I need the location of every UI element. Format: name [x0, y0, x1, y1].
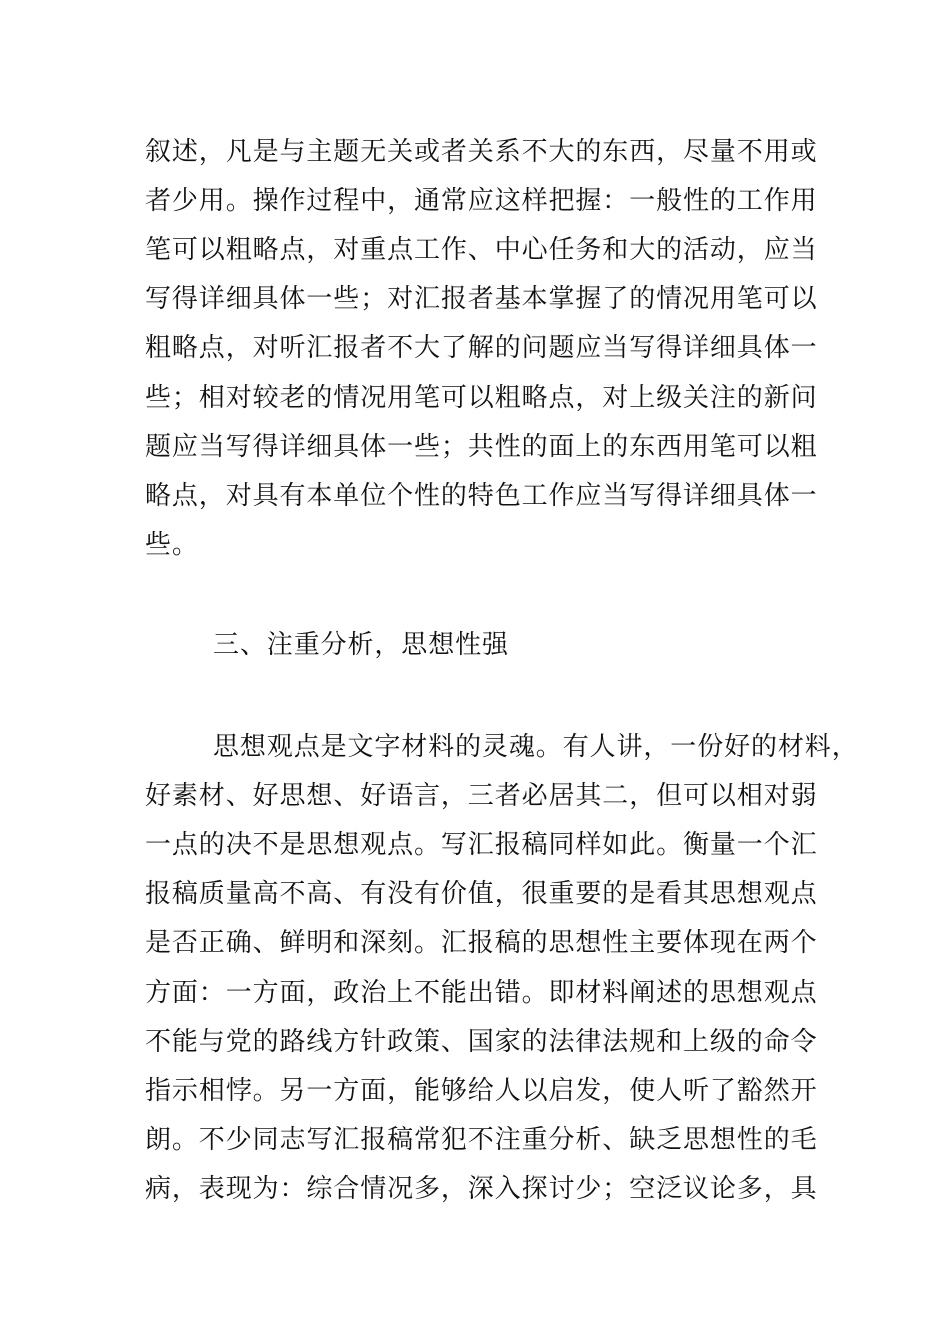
paragraph-line: 者少用。操作过程中，通常应这样把握：一般性的工作用	[145, 186, 818, 216]
paragraph-line: 指示相悖。另一方面，能够给人以启发，使人听了豁然开	[145, 1076, 818, 1106]
paragraph-line: 病，表现为：综合情况多，深入探讨少；空泛议论多，具	[145, 1174, 818, 1204]
paragraph-line: 不能与党的路线方针政策、国家的法律法规和上级的命令	[145, 1027, 818, 1057]
paragraph-line: 略点，对具有本单位个性的特色工作应当写得详细具体一	[145, 481, 818, 511]
section-heading: 三、注重分析，思想性强	[213, 630, 509, 660]
paragraph-line: 朗。不少同志写汇报稿常犯不注重分析、缺乏思想性的毛	[145, 1125, 818, 1155]
paragraph-line: 些；相对较老的情况用笔可以粗略点，对上级关注的新问	[145, 383, 818, 413]
paragraph-line: 报稿质量高不高、有没有价值，很重要的是看其思想观点	[145, 879, 818, 909]
paragraph-line: 思想观点是文字材料的灵魂。有人讲，一份好的材料，	[213, 732, 859, 762]
paragraph-line: 写得详细具体一些；对汇报者基本掌握了的情况用笔可以	[145, 284, 818, 314]
paragraph-line: 方面：一方面，政治上不能出错。即材料阐述的思想观点	[145, 978, 818, 1008]
paragraph-line: 好素材、好思想、好语言，三者必居其二，但可以相对弱	[145, 781, 818, 811]
paragraph-line: 些。	[145, 530, 199, 560]
paragraph-line: 是否正确、鲜明和深刻。汇报稿的思想性主要体现在两个	[145, 928, 818, 958]
paragraph-line: 笔可以粗略点，对重点工作、中心任务和大的活动，应当	[145, 235, 818, 265]
paragraph-line: 一点的决不是思想观点。写汇报稿同样如此。衡量一个汇	[145, 830, 818, 860]
paragraph-line: 叙述，凡是与主题无关或者关系不大的东西，尽量不用或	[145, 137, 818, 167]
paragraph-line: 粗略点，对听汇报者不大了解的问题应当写得详细具体一	[145, 333, 818, 363]
paragraph-line: 题应当写得详细具体一些；共性的面上的东西用笔可以粗	[145, 432, 818, 462]
